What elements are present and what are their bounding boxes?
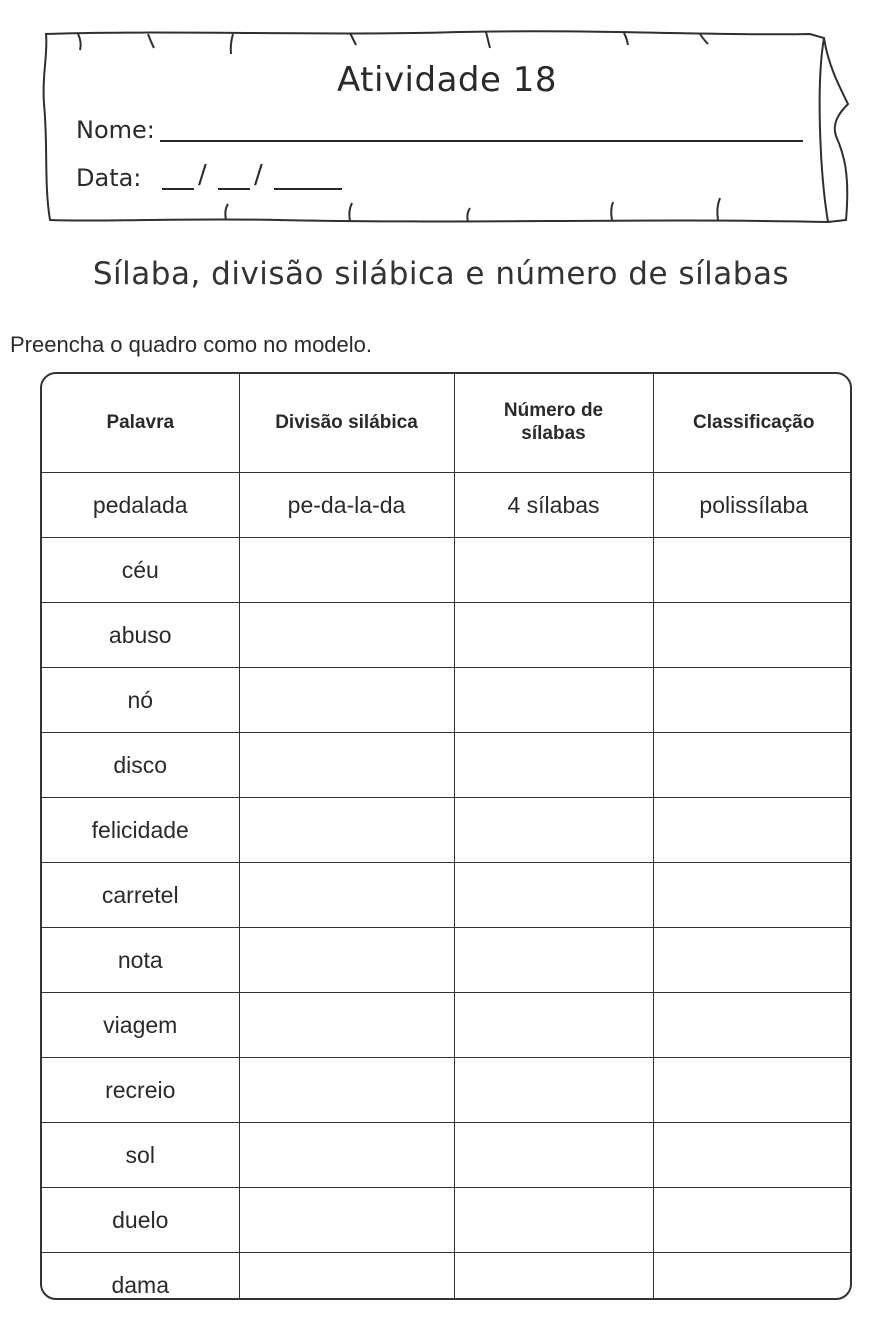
table-row: [42, 1253, 852, 1301]
count-cell[interactable]: [454, 798, 653, 863]
word-cell: nota: [42, 928, 239, 993]
count-cell[interactable]: [454, 603, 653, 668]
column-header-classification: Classificação: [653, 374, 852, 473]
column-header-word: Palavra: [42, 374, 239, 473]
count-cell[interactable]: [454, 1253, 653, 1301]
division-cell[interactable]: [239, 1253, 454, 1301]
column-header-count: [454, 374, 653, 473]
date-day-line[interactable]: [162, 188, 194, 190]
table-row: [42, 993, 852, 1058]
division-cell[interactable]: [239, 1188, 454, 1253]
classification-cell[interactable]: [653, 1123, 852, 1188]
count-cell[interactable]: [454, 1058, 653, 1123]
word-cell: céu: [42, 538, 239, 603]
word-cell: recreio: [42, 1058, 239, 1123]
table-row: [42, 1188, 852, 1253]
word-cell: pedalada: [42, 473, 239, 538]
date-separator: /: [254, 160, 263, 190]
division-cell[interactable]: [239, 863, 454, 928]
section-title: Sílaba, divisão silábica e número de sílabas: [92, 256, 790, 292]
classification-cell[interactable]: [653, 668, 852, 733]
word-cell: abuso: [42, 603, 239, 668]
table-row: [42, 1058, 852, 1123]
division-cell[interactable]: [239, 538, 454, 603]
count-cell[interactable]: [454, 538, 653, 603]
classification-cell[interactable]: [653, 1253, 852, 1301]
word-cell: felicidade: [42, 798, 239, 863]
column-header-count-line2: sílabas: [521, 423, 586, 444]
classification-cell[interactable]: [653, 863, 852, 928]
instruction-text: Preencha o quadro como no modelo.: [10, 332, 373, 357]
division-cell[interactable]: [239, 993, 454, 1058]
word-cell: viagem: [42, 993, 239, 1058]
word-cell: nó: [42, 668, 239, 733]
classification-cell[interactable]: [653, 603, 852, 668]
column-header-division: Divisão silábica: [239, 374, 454, 473]
count-cell[interactable]: [454, 733, 653, 798]
classification-cell[interactable]: [653, 1058, 852, 1123]
division-cell[interactable]: [239, 603, 454, 668]
word-cell: duelo: [42, 1188, 239, 1253]
table-row: [42, 1123, 852, 1188]
count-cell[interactable]: [454, 928, 653, 993]
header-banner: [38, 24, 856, 234]
date-year-line[interactable]: [274, 188, 342, 190]
table-row: [42, 798, 852, 863]
table-row: [42, 473, 852, 538]
word-cell: dama: [42, 1253, 239, 1301]
table-row: [42, 538, 852, 603]
division-cell[interactable]: [239, 668, 454, 733]
division-cell[interactable]: [239, 798, 454, 863]
classification-cell[interactable]: [653, 538, 852, 603]
count-cell[interactable]: [454, 668, 653, 733]
word-cell: sol: [42, 1123, 239, 1188]
table-row: [42, 668, 852, 733]
column-header-count-line1: Número de: [503, 400, 604, 422]
date-label: Data:: [76, 164, 142, 192]
division-cell[interactable]: [239, 1058, 454, 1123]
classification-cell[interactable]: [653, 993, 852, 1058]
word-cell: disco: [42, 733, 239, 798]
classification-cell[interactable]: [653, 733, 852, 798]
table-row: [42, 603, 852, 668]
scroll-frame: [38, 24, 856, 234]
classification-cell[interactable]: [653, 1188, 852, 1253]
table-row: [42, 863, 852, 928]
table-header-row: [42, 374, 852, 473]
classification-cell[interactable]: [653, 928, 852, 993]
division-cell: pe-da-la-da: [239, 473, 454, 538]
division-cell[interactable]: [239, 733, 454, 798]
date-month-line[interactable]: [218, 188, 250, 190]
classification-cell: polissílaba: [653, 473, 852, 538]
division-cell[interactable]: [239, 928, 454, 993]
classification-cell[interactable]: [653, 798, 852, 863]
count-cell[interactable]: [454, 863, 653, 928]
date-separator: /: [198, 160, 207, 190]
name-label: Nome:: [76, 116, 155, 144]
table-row: [42, 733, 852, 798]
syllable-table: [40, 372, 852, 1300]
activity-title: Atividade 18: [337, 60, 557, 100]
name-input-line[interactable]: [160, 140, 803, 142]
word-cell: carretel: [42, 863, 239, 928]
count-cell[interactable]: [454, 1123, 653, 1188]
division-cell[interactable]: [239, 1123, 454, 1188]
count-cell[interactable]: [454, 1188, 653, 1253]
count-cell: 4 sílabas: [454, 473, 653, 538]
table-row: [42, 928, 852, 993]
count-cell[interactable]: [454, 993, 653, 1058]
